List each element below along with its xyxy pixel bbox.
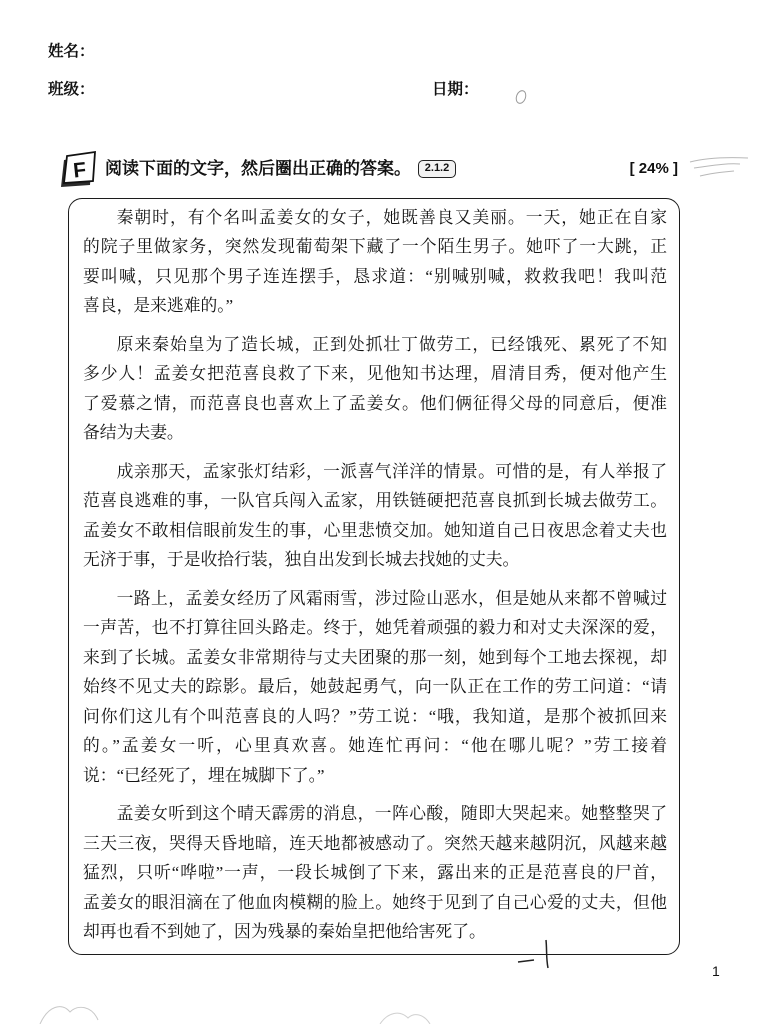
passage-line: 三天三夜，哭得天昏地暗，连天地都被感动了。突然天越来越阴沉，风越来越 xyxy=(83,833,667,853)
paragraph xyxy=(83,457,667,575)
section-book-icon xyxy=(58,150,100,188)
section-instruction: 阅读下面的文字，然后圈出正确的答案。 xyxy=(105,159,411,178)
passage-line: 一声苦，也不打算往回头路走。终于，她凭着顽强的毅力和对丈夫深深的爱， xyxy=(83,618,667,637)
passage-line: 无济于事，于是收拾行装，独自出发到长城去找她的丈夫。 xyxy=(83,550,520,569)
skill-code-badge: 2.1.2 xyxy=(418,160,456,178)
paragraph xyxy=(83,203,667,321)
passage-line: 孟姜女不敢相信眼前发生的事，心里悲愤交加。她知道自己日夜思念着丈夫也 xyxy=(83,520,667,540)
score-weight: [ 24% ] xyxy=(629,160,678,177)
pencil-doodle xyxy=(40,1007,98,1024)
pencil-circle-mark xyxy=(515,89,528,104)
passage-line: 了爱慕之情，而范喜良也喜欢上了孟姜女。他们俩征得父母的同意后，便准 xyxy=(83,393,667,413)
paragraph xyxy=(83,799,667,947)
passage-line: 孟姜女的眼泪滴在了他血肉模糊的脸上。她终于见到了自己心爱的丈夫，但他 xyxy=(83,892,667,912)
class-label: 班级： xyxy=(48,81,95,98)
paragraph xyxy=(83,330,667,448)
date-label: 日期： xyxy=(432,81,479,98)
passage-line: 的院子里做家务，突然发现葡萄架下藏了一个陌生男子。她吓了一大跳，正 xyxy=(83,237,667,256)
pencil-doodle xyxy=(380,1013,430,1024)
passage-line: 秦朝时，有个名叫孟姜女的女子，她既善良又美丽。一天，她正在自家 xyxy=(116,207,667,227)
passage-line: 却再也看不到她了，因为残暴的秦始皇把他给害死了。 xyxy=(83,922,486,941)
passage-line: 始终不见丈夫的踪影。最后，她鼓起勇气，向一队正在工作的劳工问道：“请 xyxy=(83,677,667,696)
passage-line: 喜良，是来逃难的。” xyxy=(83,296,234,315)
passage-line: 多少人！孟姜女把范喜良救了下来，见他知书达理，眉清目秀，便对他产生 xyxy=(83,364,667,383)
passage-line: 说：“已经死了，埋在城脚下了。” xyxy=(83,765,325,785)
passage-line: 范喜良逃难的事，一队官兵闯入孟家，用铁链硬把范喜良抓到长城去做劳工。 xyxy=(83,491,667,510)
passage-line: 问你们这儿有个叫范喜良的人吗？”劳工说：“哦，我知道，是那个被抓回来 xyxy=(83,706,667,726)
page-number: 1 xyxy=(712,963,720,979)
pencil-scribble xyxy=(690,158,748,176)
passage-line: 的。”孟姜女一听，心里真欢喜。她连忙再问：“他在哪儿呢？”劳工接着 xyxy=(83,736,667,755)
passage-line: 猛烈，只听“哗啦”一声，一段长城倒了下来，露出来的正是范喜良的尸首， xyxy=(83,863,667,882)
passage-line: 孟姜女听到这个晴天霹雳的消息，一阵心酸，随即大哭起来。她整整哭了 xyxy=(116,804,667,823)
passage-line: 要叫喊，只见那个男子连连摆手，恳求道：“别喊别喊，救救我吧！我叫范 xyxy=(83,266,667,286)
reading-passage-box xyxy=(68,198,680,955)
paragraph xyxy=(83,584,667,791)
section-letter: F xyxy=(72,158,88,183)
passage-line: 一路上，孟姜女经历了风霜雨雪，涉过险山恶水，但是她从来都不曾喊过 xyxy=(116,588,667,608)
name-label: 姓名： xyxy=(48,43,95,60)
passage-line: 备结为夫妻。 xyxy=(83,423,184,442)
passage-line: 原来秦始皇为了造长城，正到处抓壮丁做劳工，已经饿死、累死了不知 xyxy=(116,334,667,354)
passage-line: 来到了长城。孟姜女非常期待与丈夫团聚的那一刻，她到每个工地去探视，却 xyxy=(83,647,667,667)
passage-line: 成亲那天，孟家张灯结彩，一派喜气洋洋的情景。可惜的是，有人举报了 xyxy=(116,461,667,481)
